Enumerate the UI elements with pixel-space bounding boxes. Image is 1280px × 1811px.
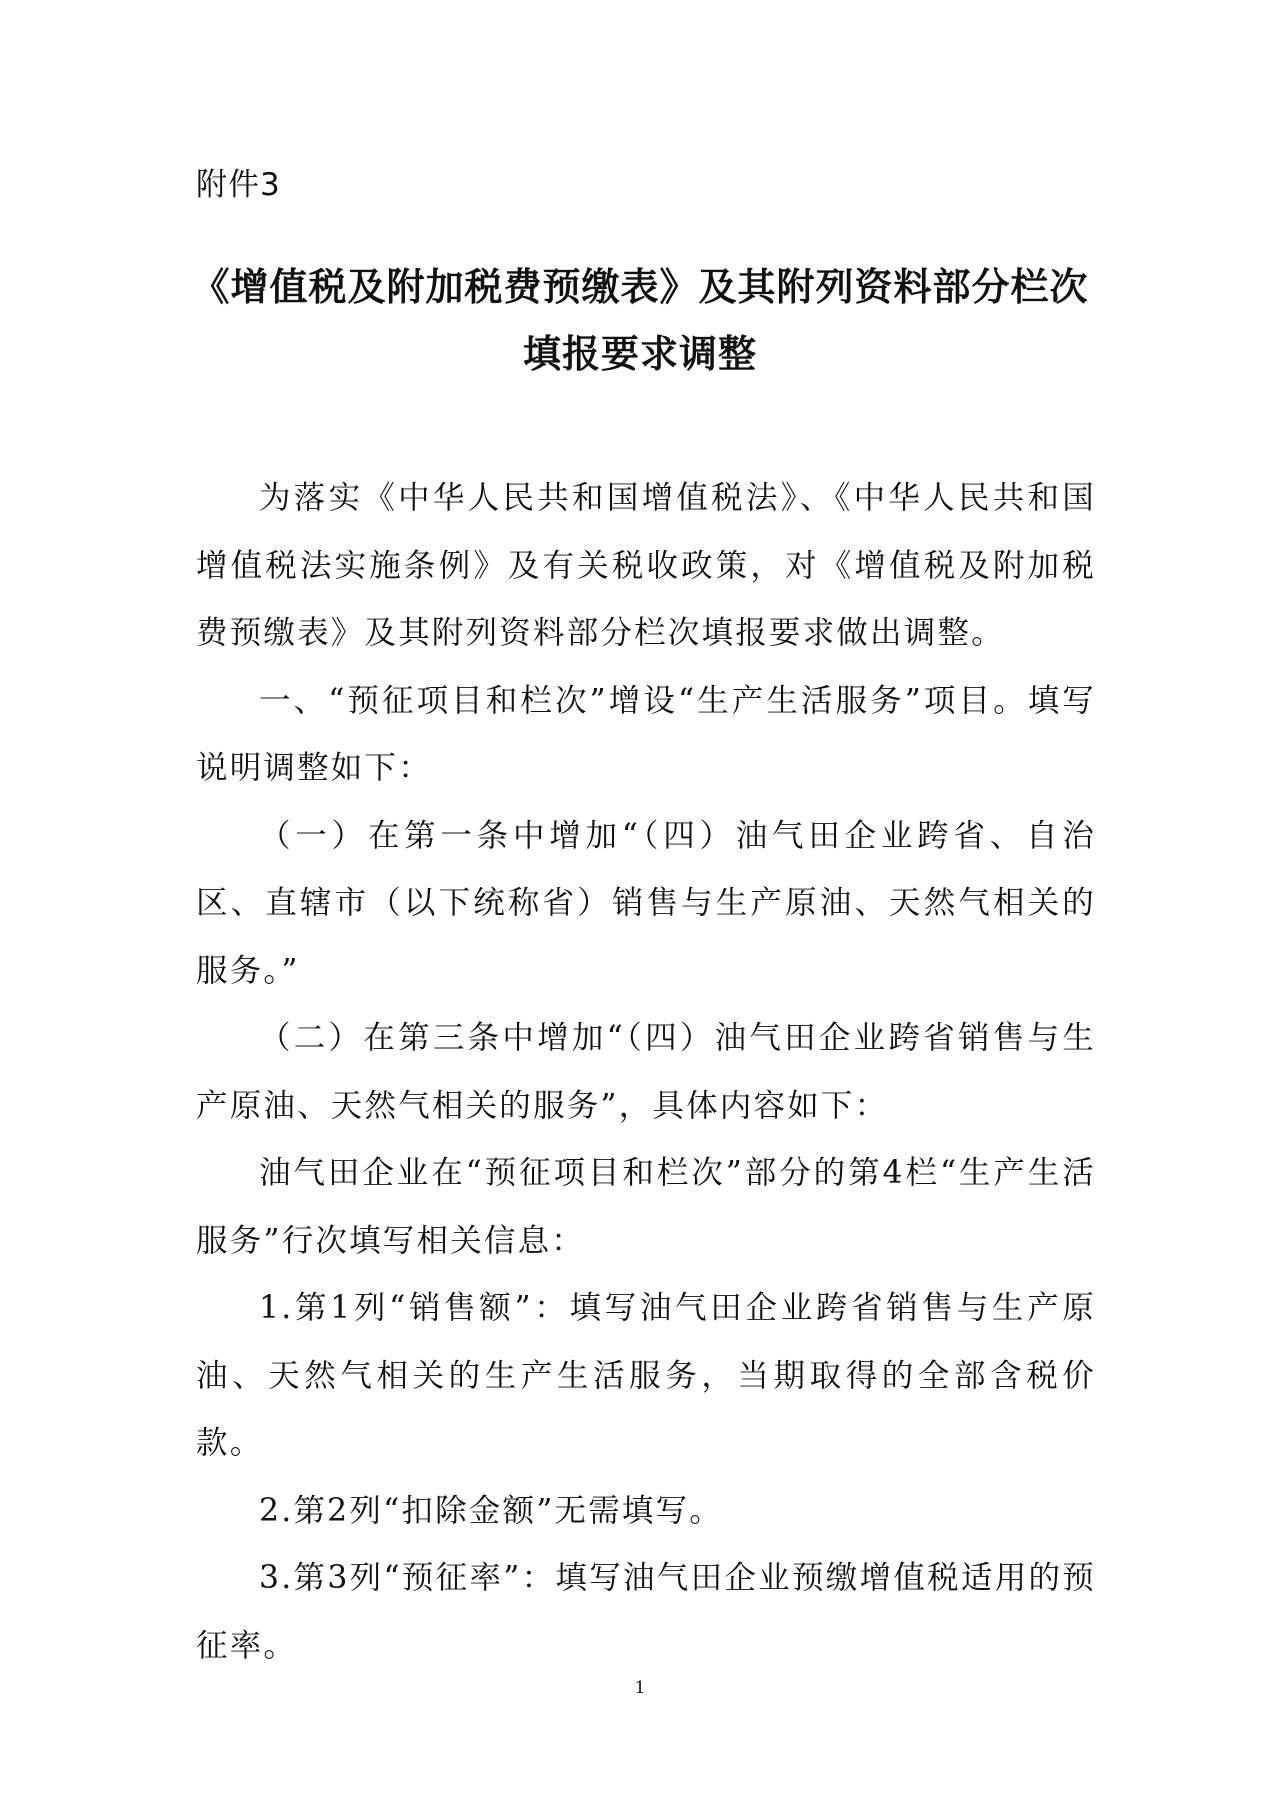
paragraph-item-1: （一）在第一条中增加“（四）油气田企业跨省、自治区、直辖市（以下统称省）销售与生产原油、天然气相关的服务。” <box>196 817 1096 989</box>
document-title-line-2: 填报要求调整 <box>522 331 757 376</box>
paragraph-intro: 为落实《中华人民共和国增值税法》、《中华人民共和国增值税法实施条例》及有关税收政策，对《增值税及附加税费预缴表》及其附列资料部分栏次填报要求做出调整。 <box>196 480 1096 651</box>
paragraph-column-3: 3.第3列“预征率”：填写油气田企业预缴增值税适用的预征率。 <box>196 1560 1096 1664</box>
page-number: 1 <box>634 1678 646 1698</box>
attachment-label: 附件3 <box>196 167 281 203</box>
document-title-line-1: 《增值税及附加税费预缴表》及其附列资料部分栏次 <box>191 264 1089 309</box>
paragraph-instruction: 油气田企业在“预征项目和栏次”部分的第4栏“生产生活服务”行次填写相关信息： <box>196 1155 1096 1259</box>
paragraph-section-1: 一、“预征项目和栏次”增设“生产生活服务”项目。填写说明调整如下： <box>196 682 1096 786</box>
paragraph-item-2: （二）在第三条中增加“（四）油气田企业跨省销售与生产原油、天然气相关的服务”，具体内容如下： <box>196 1020 1096 1124</box>
paragraph-column-2: 2.第2列“扣除金额”无需填写。 <box>259 1492 724 1529</box>
paragraph-column-1: 1.第1列“销售额”：填写油气田企业跨省销售与生产原油、天然气相关的生产生活服务，当期取得的全部含税价款。 <box>196 1290 1096 1461</box>
document-body <box>196 465 1096 1680</box>
